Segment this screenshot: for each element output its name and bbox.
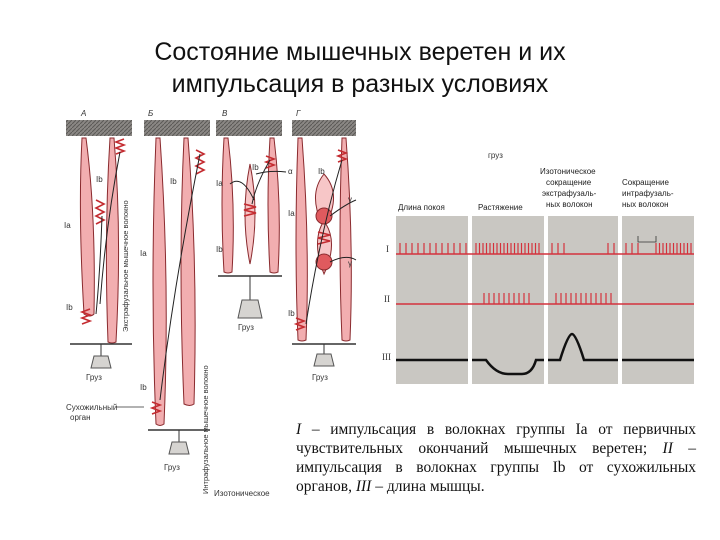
caption-row-1-text: – импульсация в волокнах группы Ia от первичных чувствительных окончаний мышечных веретен;	[296, 421, 696, 457]
row-label-2: II	[384, 294, 390, 304]
weight-g	[314, 354, 334, 366]
extrafusal-fiber-b	[153, 138, 166, 426]
panel-label-a: А	[81, 109, 87, 118]
label-weight-g: Груз	[312, 373, 328, 382]
label-tendon-organ-1: Сухожильный	[66, 403, 118, 412]
caption-row-3-text: – длина мышцы.	[371, 478, 485, 495]
extrafusal-fiber-v	[222, 138, 233, 273]
title-line-1: Состояние мышечных веретен и их	[154, 38, 566, 66]
label-ib-lower-a: Ib	[66, 303, 73, 312]
panel-label-b: Б	[148, 109, 154, 118]
weight-v	[238, 300, 262, 318]
label-ib-g: Ib	[318, 167, 325, 176]
top-fragment: груз	[488, 151, 503, 160]
col-header-4-l4: ных волокон	[622, 200, 669, 209]
label-bottom-fragment: Изотоническое	[214, 489, 270, 498]
caption-row-3-symbol: III	[355, 478, 372, 495]
coil-ia-a	[96, 200, 104, 224]
caption-row-1-symbol: I	[296, 421, 302, 438]
label-ia-a: Ia	[64, 221, 71, 230]
recordings-diagram	[382, 151, 694, 384]
caption-row-2-text: – импульсация в волокнах группы Ib от сухожильных органов,	[296, 440, 697, 495]
col-header-4-l2: Сокращение	[622, 178, 669, 187]
figure-caption	[296, 420, 696, 496]
col-header-3-l4: ных волокон	[546, 200, 593, 209]
row-label-1: I	[386, 244, 389, 254]
intrafusal-fiber-b	[181, 138, 195, 406]
nerve-a	[96, 216, 102, 314]
label-ib-b: Ib	[170, 177, 177, 186]
col-header-3-l1: Изотоническое	[540, 167, 596, 176]
intrafusal-fiber-g	[340, 138, 351, 341]
slide-title	[0, 36, 720, 100]
label-weight-v: Груз	[238, 323, 254, 332]
weight-b	[169, 442, 189, 454]
coil-ib-a	[116, 139, 124, 154]
label-weight-b: Груз	[164, 463, 180, 472]
label-gamma-lower-g: γ	[348, 259, 352, 268]
capsule-upper-g	[316, 208, 332, 224]
panel-label-g: Г	[296, 109, 301, 118]
row-label-3: III	[382, 352, 391, 362]
attachment-bar-a	[66, 120, 132, 136]
attachment-bar-b	[144, 120, 210, 136]
label-alpha-v: α	[288, 167, 293, 176]
col-header-1-l3: Длина покоя	[398, 203, 445, 212]
label-ib-lower-b: Ib	[140, 383, 147, 392]
label-tendon-organ-2: орган	[70, 413, 91, 422]
label-ib-lower-v: Ib	[216, 245, 223, 254]
intrafusal-label: Интрафузальное мышечное волокно	[201, 365, 210, 494]
label-ib-v: Ib	[252, 163, 259, 172]
extrafusal-fiber-g	[296, 138, 307, 341]
caption-row-2-symbol: II	[662, 440, 673, 457]
col-header-4-l3: интрафузаль-	[622, 189, 674, 198]
extrafusal-label: Экстрафузальное мышечное волокно	[121, 200, 130, 332]
weight-a	[91, 356, 111, 368]
label-ib-a: Ib	[96, 175, 103, 184]
col-header-3-l3: экстрафузаль-	[542, 189, 597, 198]
col-header-3-l2: сокращение	[546, 178, 592, 187]
label-ia-b: Ia	[140, 249, 147, 258]
col-header-2-l3: Растяжение	[478, 203, 523, 212]
label-ia-g: Ia	[288, 209, 295, 218]
label-weight-a: Груз	[86, 373, 102, 382]
label-gamma-upper-g: γ	[348, 195, 352, 204]
attachment-bar-g	[292, 120, 356, 136]
intrafusal-fiber-a	[80, 138, 94, 316]
label-ia-v: Ia	[216, 179, 223, 188]
title-line-2: импульсация в разных условиях	[171, 70, 549, 98]
attachment-bar-v	[216, 120, 282, 136]
label-ib-lower-g: Ib	[288, 309, 295, 318]
panel-label-v: В	[222, 109, 228, 118]
